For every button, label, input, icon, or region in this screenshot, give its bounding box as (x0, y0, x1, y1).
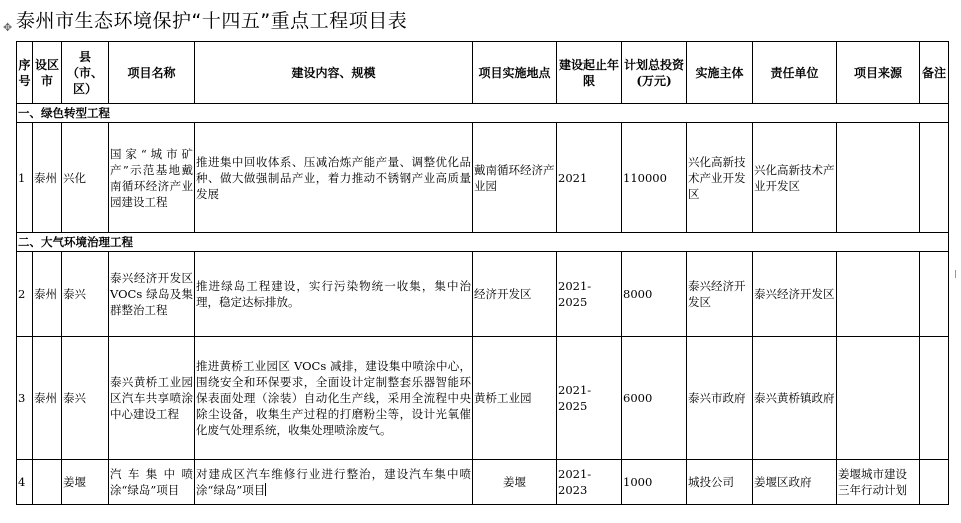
city-cell: 泰州 (33, 337, 62, 460)
county-cell: 泰兴 (62, 252, 109, 337)
location-cell: 经济开发区 (473, 252, 557, 337)
header-cell: 序号 (17, 42, 33, 104)
section-label: 二、大气环境治理工程 (17, 233, 949, 252)
section-label: 一、绿色转型工程 (17, 104, 949, 123)
responsible-cell: 姜堰区政府 (753, 460, 837, 505)
subject-cell: 城投公司 (687, 460, 753, 505)
page-edge-marker (955, 270, 961, 278)
location-cell: 戴南循环经济产业园 (473, 123, 557, 233)
section-row (17, 233, 949, 252)
subject-cell: 泰兴市政府 (687, 337, 753, 460)
city-cell: 泰州 (33, 123, 62, 233)
period-cell: 2021-2025 (557, 252, 622, 337)
period-cell: 2021-2025 (557, 337, 622, 460)
header-cell: 设区市 (33, 42, 62, 104)
header-cell: 实施主体 (687, 42, 753, 104)
remark-cell (920, 123, 949, 233)
header-row (17, 42, 949, 104)
table-row (17, 252, 949, 337)
content-cell[interactable] (195, 460, 473, 505)
header-cell: 计划总投资(万元) (622, 42, 687, 104)
header-cell: 责任单位 (753, 42, 837, 104)
header-cell: 县（市、区） (62, 42, 109, 104)
row-number: 2 (17, 252, 33, 337)
investment-cell: 8000 (622, 252, 687, 337)
responsible-cell: 兴化高新技术产业开发区 (753, 123, 837, 233)
section-row (17, 104, 949, 123)
content-cell: 推进绿岛工程建设，实行污染物统一收集，集中治理，稳定达标排放。 (195, 252, 473, 337)
move-handle-icon[interactable]: ✥ (3, 21, 13, 34)
header-cell: 项目实施地点 (473, 42, 557, 104)
content-text: 对建成区汽车维修行业进行整治，建设汽车集中喷涂“绿岛”项目 (196, 467, 471, 497)
row-number: 4 (17, 460, 33, 505)
source-cell: 姜堰城市建设三年行动计划 (837, 460, 920, 505)
period-cell: 2021-2023 (557, 460, 622, 505)
investment-cell: 6000 (622, 337, 687, 460)
project-name-cell: 汽车集中喷涂“绿岛”项目 (109, 460, 195, 505)
county-cell: 泰兴 (62, 337, 109, 460)
subject-cell: 兴化高新技术产业开发区 (687, 123, 753, 233)
city-cell (33, 460, 62, 505)
responsible-cell: 泰兴黄桥镇政府 (753, 337, 837, 460)
investment-cell: 110000 (622, 123, 687, 233)
content-cell: 推进黄桥工业园区 VOCs 减排，建设集中喷涂中心，围绕安全和环保要求，全面设计定制整套乐器智能环保表面处理（涂装）自动化生产线，采用全流程中央除尘设备，收集生产过程的打磨粉尘等，设计光氧催化废气处理系统，收集处理喷涂废气。 (195, 337, 473, 460)
header-cell: 建设内容、规模 (195, 42, 473, 104)
row-number: 1 (17, 123, 33, 233)
row-number: 3 (17, 337, 33, 460)
header-cell: 建设起止年限 (557, 42, 622, 104)
source-cell (837, 123, 920, 233)
project-table (16, 41, 949, 505)
table-row (17, 123, 949, 233)
table-row (17, 460, 949, 505)
remark-cell (920, 337, 949, 460)
remark-cell (920, 460, 949, 505)
project-name-cell: 泰兴经济开发区 VOCs 绿岛及集群整治工程 (109, 252, 195, 337)
header-cell: 项目来源 (837, 42, 920, 104)
project-name-cell: 泰兴黄桥工业园区汽车共享喷涂中心建设工程 (109, 337, 195, 460)
header-cell: 备注 (920, 42, 949, 104)
location-cell: 姜堰 (473, 460, 557, 505)
investment-cell: 1000 (622, 460, 687, 505)
county-cell: 兴化 (62, 123, 109, 233)
content-cell: 推进集中回收体系、压减冶炼产能产量、调整优化品种、做大做强制品产业，着力推动不锈钢产业高质量发展 (195, 123, 473, 233)
county-cell: 姜堰 (62, 460, 109, 505)
city-cell: 泰州 (33, 252, 62, 337)
subject-cell: 泰兴经济开发区 (687, 252, 753, 337)
source-cell (837, 337, 920, 460)
table-row (17, 337, 949, 460)
document-title: 泰州市生态环境保护“十四五”重点工程项目表 (16, 10, 408, 32)
source-cell (837, 252, 920, 337)
remark-cell (920, 252, 949, 337)
header-cell: 项目名称 (109, 42, 195, 104)
period-cell: 2021 (557, 123, 622, 233)
location-cell: 黄桥工业园 (473, 337, 557, 460)
responsible-cell: 泰兴经济开发区 (753, 252, 837, 337)
text-cursor (265, 483, 266, 496)
project-name-cell: 国家“城市矿产”示范基地戴南循环经济产业园建设工程 (109, 123, 195, 233)
